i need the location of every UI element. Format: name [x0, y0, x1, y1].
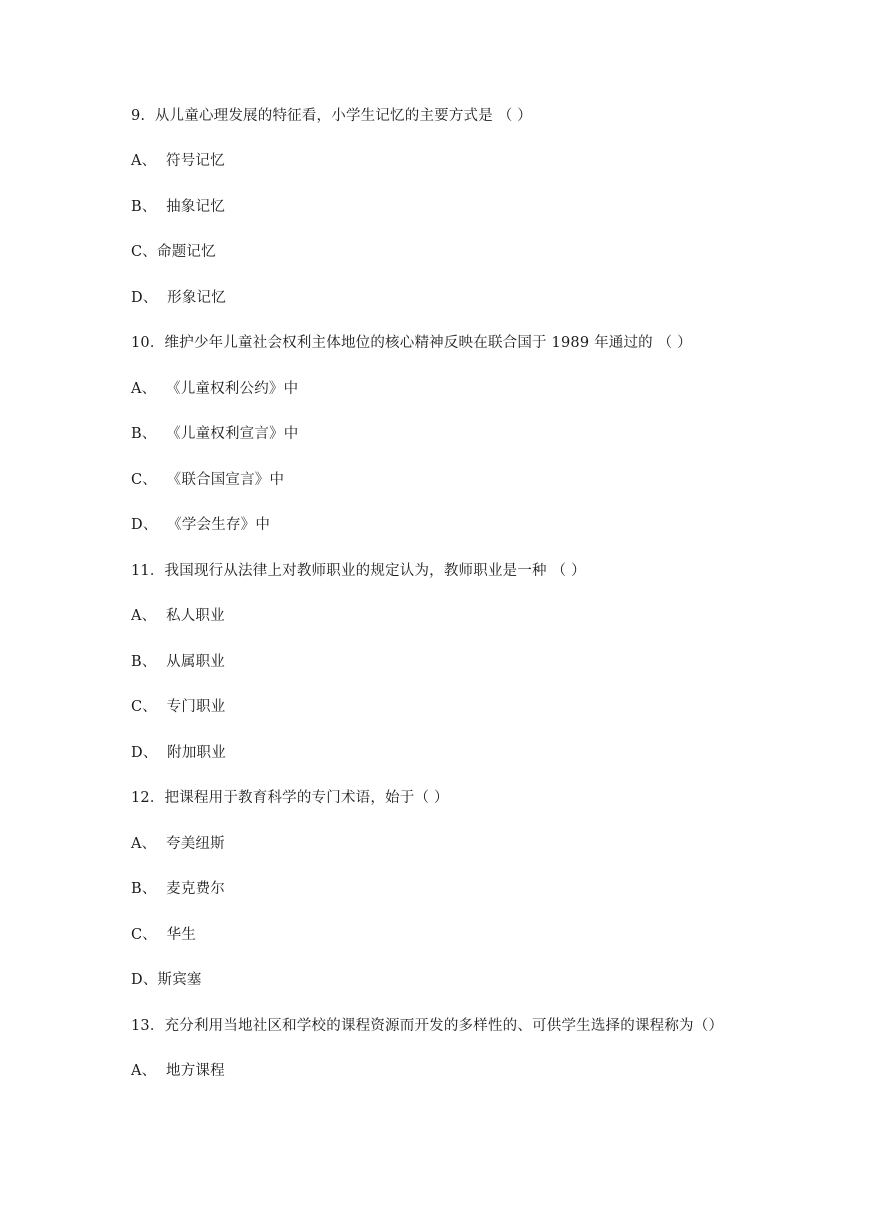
question-12-option-d: D、斯宾塞 — [131, 972, 202, 988]
question-11-option-a: A、 私人职业 — [131, 608, 225, 624]
question-10-option-d: D、 《学会生存》中 — [131, 517, 271, 533]
question-9-option-b: B、 抽象记忆 — [131, 199, 225, 215]
question-13-stem: 13．充分利用当地社区和学校的课程资源而开发的多样性的、可供学生选择的课程称为（） — [131, 1018, 724, 1034]
question-11-option-c: C、 专门职业 — [131, 699, 226, 715]
question-12-option-a: A、 夸美纽斯 — [131, 836, 225, 852]
question-9-option-c: C、命题记忆 — [131, 244, 216, 260]
question-12-stem: 12．把课程用于教育科学的专门术语，始于（ ） — [131, 790, 449, 806]
question-10-option-c: C、 《联合国宣言》中 — [131, 472, 285, 488]
question-9-option-d: D、 形象记忆 — [131, 290, 226, 306]
question-12-option-c: C、 华生 — [131, 927, 197, 943]
question-9-option-a: A、 符号记忆 — [131, 153, 225, 169]
question-11-stem: 11．我国现行从法律上对教师职业的规定认为，教师职业是一种 （ ） — [131, 563, 586, 579]
question-9-stem: 9. 从儿童心理发展的特征看，小学生记忆的主要方式是 （ ） — [131, 108, 532, 124]
question-13-option-a: A、 地方课程 — [131, 1063, 225, 1079]
question-10-option-a: A、 《儿童权利公约》中 — [131, 381, 299, 397]
question-11-option-b: B、 从属职业 — [131, 654, 225, 670]
question-10-stem: 10．维护少年儿童社会权利主体地位的核心精神反映在联合国于 1989 年通过的 （ ） — [131, 335, 692, 351]
question-10-option-b: B、 《儿童权利宣言》中 — [131, 426, 299, 442]
question-12-option-b: B、 麦克费尔 — [131, 881, 225, 897]
question-11-option-d: D、 附加职业 — [131, 745, 226, 761]
